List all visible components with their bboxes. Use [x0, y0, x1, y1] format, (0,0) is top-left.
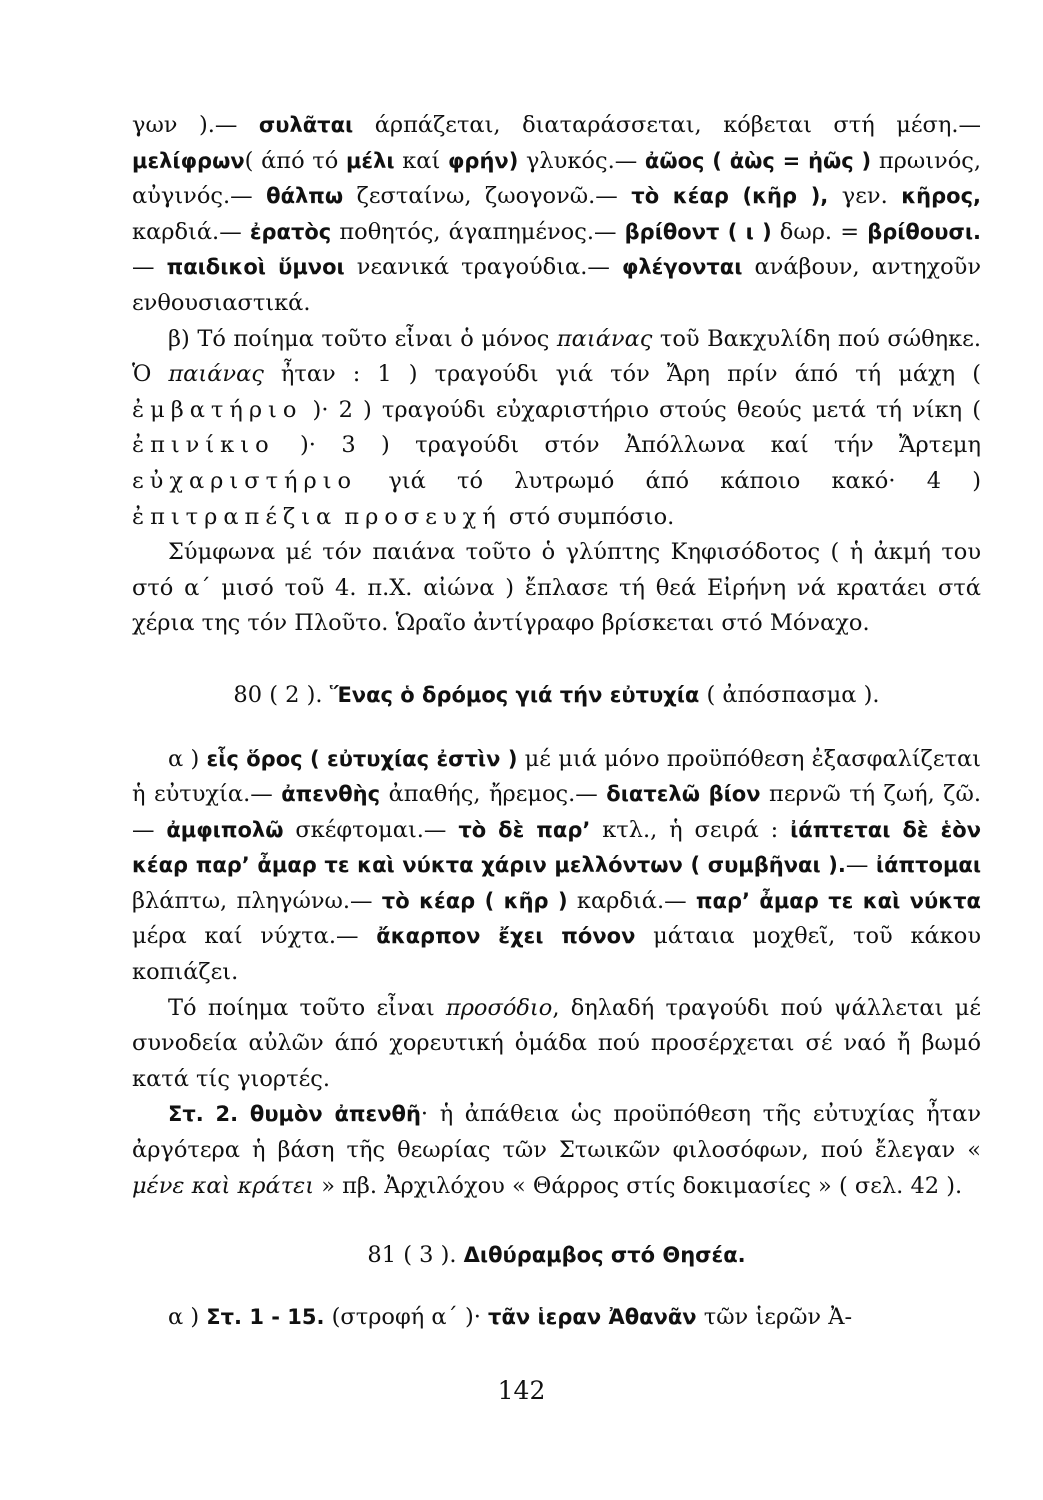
- gloss-paragraph-80a: α ) εἷς ὅρος ( εὐτυχίας ἐστὶν ) μέ μιά μόνο προϋπόθεση ἐξασφαλίζεται ἡ εὐτυχία.— ἀπενθὴς ἀπαθής, ἤρεμος.— διατελῶ βίον περνῶ τή ζωή, ζῶ.— ἀμφιπολῶ σκέφτομαι.— τὸ δὲ παρ’ κτλ., ἡ σειρά : ἰάπτεται δὲ ἑὸν κέαρ παρ’ ἆμαρ τε καὶ νύκτα χάριν μελλόντων ( συμβῆναι ).— ἰάπτομαι βλάπτω, πληγώνω.— τὸ κέαρ ( κῆρ ) καρδιά.— παρ’ ἆμαρ τε καὶ νύκτα μέρα καί νύχτα.— ἄκαρπον ἔχει πόνον μάταια μοχθεῖ, τοῦ κάκου κοπιάζει.: [132, 745, 982, 986]
- gloss-paragraph-1: γων ).— συλᾶται άρπάζεται, διαταράσσεται, κόβεται στή μέση.— μελίφρων( άπό τό μέλι καί φρήν) γλυκός.— ἀῶος ( ἀὼς = ἠῶς ) πρωινός, αὐγινός.— θάλπω ζεσταίνω, ζωογονῶ.— τὸ κέαρ (κῆρ ), γεν. κῆρος, καρδιά.— ἐρατὸς ποθητός, άγαπημένος.— βρίθοντ ( ι ) δωρ. = βρίθουσι.— παιδικοὶ ὕμνοι νεανικά τραγούδια.— φλέγονται ανάβουν, αντηχοῦν ενθουσιαστικά.: [132, 112, 982, 316]
- page-number: 142: [497, 1376, 546, 1405]
- prosodion-paragraph: Τό ποίημα τοῦτο εἶναι προσόδιο, δηλαδή τραγούδι πού ψάλλεται μέ συνοδεία αὐλῶν άπό χορευτική ὁμάδα πού προσέρχεται σέ ναό ἤ βωμό κατά τίς γιορτές.: [132, 994, 981, 1092]
- section-heading-81: 81 ( 3 ). Διθύραμβος στό Θησέα.: [367, 1242, 746, 1269]
- paean-paragraph: β) Τό ποίημα τοῦτο εἶναι ὁ μόνος παιάνας τοῦ Βακχυλίδη πού σώθηκε. Ὁ παιάνας ἦταν : 1 ) τραγούδι γιά τόν Ἄρη πρίν άπό τή μάχη ( ἐμβατήριο )· 2 ) τραγούδι εὐχαριστήριο στούς θεούς μετά τή νίκη ( ἐπινίκιο )· 3 ) τραγούδι στόν Ἀπόλλωνα καί τήν Ἄρτεμη εὐχαριστήριο γιά τό λυτρωμό άπό κάποιο κακό· 4 ) ἐπιτραπέζια προσευχή στό συμπόσιο.: [132, 325, 981, 530]
- gloss-paragraph-81a: α ) Στ. 1 - 15. (στροφή α΄ )· τᾶν ἱεραν Ἀθανᾶν τῶν ἱερῶν Ἀ-: [168, 1303, 853, 1330]
- verse-2-note: Στ. 2. θυμὸν ἀπενθῆ· ἡ ἀπάθεια ὡς προϋπόθεση τῆς εὐτυχίας ἦταν ἀργότερα ἡ βάση τῆς θεωρίας τῶν Στωικῶν φιλοσόφων, πού ἔλεγαν « μένε καὶ κράτει » πβ. Ἀρχιλόχου « Θάρρος στίς δοκιμασίες » ( σελ. 42 ).: [132, 1101, 981, 1199]
- kephisodotos-paragraph: Σύμφωνα μέ τόν παιάνα τοῦτο ὁ γλύπτης Κηφισόδοτος ( ἡ ἀκμή του στό α΄ μισό τοῦ 4. π.Χ. αἰώνα ) ἔπλασε τή θεά Εἰρήνη νά κρατάει στά χέρια της τόν Πλοῦτο. Ὡραῖο ἀντίγραφο βρίσκεται στό Μόναχο.: [132, 539, 981, 637]
- section-heading-80: 80 ( 2 ). Ἕνας ὁ δρόμος γιά τήν εὐτυχία ( ἀπόσπασμα ).: [233, 681, 880, 708]
